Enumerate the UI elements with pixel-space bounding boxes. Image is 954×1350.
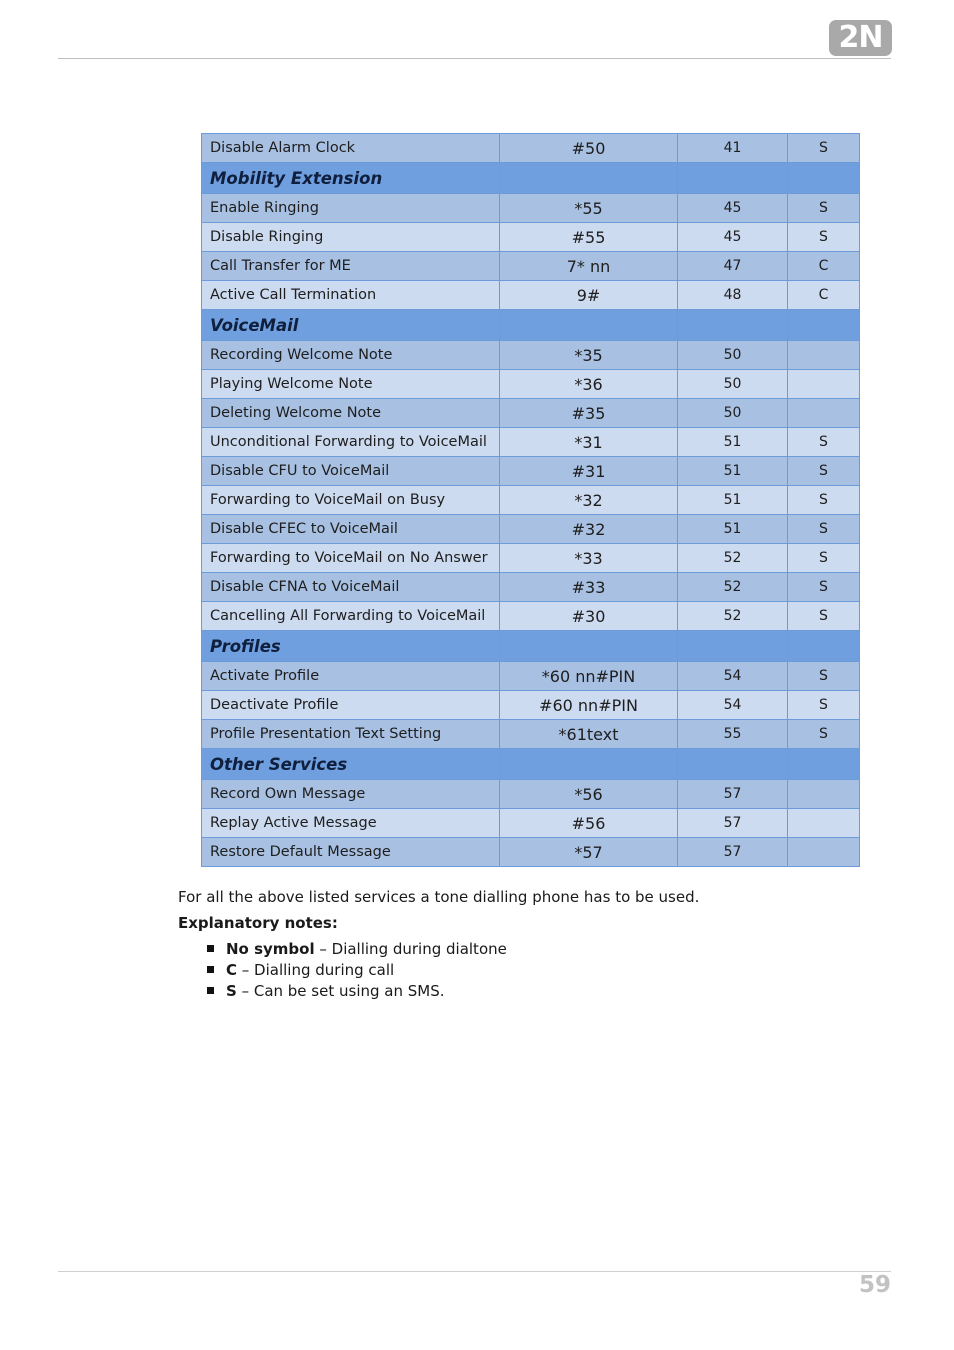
section-header-row <box>202 631 860 662</box>
section-empty-cell <box>500 631 678 662</box>
page-reference-cell: 50 <box>678 341 788 370</box>
page-number: 59 <box>858 1272 891 1298</box>
dial-code-cell: #32 <box>500 515 678 544</box>
page-reference-cell: 50 <box>678 399 788 428</box>
table-row <box>202 544 860 573</box>
page-reference-cell: 45 <box>678 223 788 252</box>
page-reference-cell: 51 <box>678 428 788 457</box>
dial-code-cell: *31 <box>500 428 678 457</box>
notes-list <box>178 939 878 1002</box>
usage-flag-cell <box>788 370 860 399</box>
square-bullet-icon <box>207 945 214 952</box>
service-name-cell: Cancelling All Forwarding to VoiceMail <box>202 602 500 631</box>
table-row <box>202 486 860 515</box>
service-name-cell: Deactivate Profile <box>202 691 500 720</box>
dial-code-cell: *60 nn#PIN <box>500 662 678 691</box>
note-text: – Can be set using an SMS. <box>236 982 445 1000</box>
table-row <box>202 223 860 252</box>
service-name-cell: Disable CFU to VoiceMail <box>202 457 500 486</box>
notes-heading: Explanatory notes: <box>178 914 338 932</box>
logo-text: 2N <box>838 20 883 55</box>
section-title: Profiles <box>202 631 500 662</box>
notes-list-item <box>178 960 878 981</box>
usage-flag-cell: S <box>788 720 860 749</box>
service-name-cell: Active Call Termination <box>202 281 500 310</box>
service-name-cell: Restore Default Message <box>202 838 500 867</box>
notes-list-item <box>178 981 878 1002</box>
service-name-cell: Disable Ringing <box>202 223 500 252</box>
usage-flag-cell: S <box>788 486 860 515</box>
page-reference-cell: 54 <box>678 691 788 720</box>
dial-code-cell: *35 <box>500 341 678 370</box>
service-name-cell: Disable CFNA to VoiceMail <box>202 573 500 602</box>
table-row <box>202 515 860 544</box>
table-row <box>202 573 860 602</box>
square-bullet-icon <box>207 987 214 994</box>
page-reference-cell: 52 <box>678 573 788 602</box>
dial-code-cell: *32 <box>500 486 678 515</box>
note-term: C <box>226 961 238 979</box>
service-name-cell: Activate Profile <box>202 662 500 691</box>
section-empty-cell <box>788 749 860 780</box>
table-row <box>202 252 860 281</box>
page-reference-cell: 54 <box>678 662 788 691</box>
table-row <box>202 428 860 457</box>
section-empty-cell <box>678 310 788 341</box>
service-name-cell: Deleting Welcome Note <box>202 399 500 428</box>
page-reference-cell: 47 <box>678 252 788 281</box>
brand-logo <box>829 20 892 56</box>
page-reference-cell: 52 <box>678 544 788 573</box>
note-text: – Dialling during call <box>237 961 395 979</box>
usage-flag-cell: S <box>788 457 860 486</box>
usage-flag-cell: S <box>788 515 860 544</box>
section-title: Other Services <box>202 749 500 780</box>
usage-flag-cell: C <box>788 281 860 310</box>
note-text: – Dialling during dialtone <box>314 940 507 958</box>
table-row <box>202 281 860 310</box>
section-empty-cell <box>500 310 678 341</box>
section-header-row <box>202 163 860 194</box>
note-term: S <box>226 982 237 1000</box>
service-name-cell: Disable CFEC to VoiceMail <box>202 515 500 544</box>
page-reference-cell: 57 <box>678 838 788 867</box>
table-row <box>202 662 860 691</box>
page-reference-cell: 51 <box>678 486 788 515</box>
usage-flag-cell: S <box>788 134 860 163</box>
usage-flag-cell <box>788 341 860 370</box>
service-codes-table-body <box>202 134 860 867</box>
dial-code-cell: #55 <box>500 223 678 252</box>
table-row <box>202 370 860 399</box>
usage-flag-cell: S <box>788 223 860 252</box>
dial-code-cell: *36 <box>500 370 678 399</box>
table-row <box>202 341 860 370</box>
usage-flag-cell: C <box>788 252 860 281</box>
dial-code-cell: *56 <box>500 780 678 809</box>
usage-flag-cell: S <box>788 544 860 573</box>
section-header-row <box>202 749 860 780</box>
footer-rule <box>58 1271 891 1272</box>
table-row <box>202 602 860 631</box>
usage-flag-cell: S <box>788 602 860 631</box>
dial-code-cell: #30 <box>500 602 678 631</box>
service-name-cell: Replay Active Message <box>202 809 500 838</box>
table-row <box>202 457 860 486</box>
dial-code-cell: #50 <box>500 134 678 163</box>
section-empty-cell <box>788 163 860 194</box>
usage-flag-cell: S <box>788 428 860 457</box>
notes-list-item <box>178 939 878 960</box>
page-reference-cell: 48 <box>678 281 788 310</box>
dial-code-cell: *57 <box>500 838 678 867</box>
dial-code-cell: *33 <box>500 544 678 573</box>
service-name-cell: Forwarding to VoiceMail on No Answer <box>202 544 500 573</box>
page-reference-cell: 57 <box>678 780 788 809</box>
page-reference-cell: 41 <box>678 134 788 163</box>
service-name-cell: Playing Welcome Note <box>202 370 500 399</box>
usage-flag-cell <box>788 809 860 838</box>
tone-dialling-note: For all the above listed services a tone dialling phone has to be used. <box>178 888 700 906</box>
note-term: No symbol <box>226 940 315 958</box>
usage-flag-cell: S <box>788 662 860 691</box>
page-reference-cell: 52 <box>678 602 788 631</box>
section-empty-cell <box>788 631 860 662</box>
page-reference-cell: 50 <box>678 370 788 399</box>
page-reference-cell: 45 <box>678 194 788 223</box>
dial-code-cell: #56 <box>500 809 678 838</box>
page-reference-cell: 51 <box>678 457 788 486</box>
table-row <box>202 720 860 749</box>
dial-code-cell: #33 <box>500 573 678 602</box>
section-title: VoiceMail <box>202 310 500 341</box>
dial-code-cell: *55 <box>500 194 678 223</box>
service-codes-table <box>201 133 860 867</box>
dial-code-cell: #31 <box>500 457 678 486</box>
service-name-cell: Recording Welcome Note <box>202 341 500 370</box>
section-empty-cell <box>678 163 788 194</box>
service-name-cell: Record Own Message <box>202 780 500 809</box>
page-reference-cell: 55 <box>678 720 788 749</box>
usage-flag-cell <box>788 838 860 867</box>
service-name-cell: Unconditional Forwarding to VoiceMail <box>202 428 500 457</box>
usage-flag-cell: S <box>788 194 860 223</box>
service-name-cell: Profile Presentation Text Setting <box>202 720 500 749</box>
service-name-cell: Forwarding to VoiceMail on Busy <box>202 486 500 515</box>
usage-flag-cell <box>788 399 860 428</box>
table-row <box>202 691 860 720</box>
section-header-row <box>202 310 860 341</box>
page-reference-cell: 51 <box>678 515 788 544</box>
usage-flag-cell: S <box>788 573 860 602</box>
dial-code-cell: 9# <box>500 281 678 310</box>
table-row <box>202 134 860 163</box>
service-name-cell: Disable Alarm Clock <box>202 134 500 163</box>
header-rule <box>58 58 891 59</box>
section-empty-cell <box>788 310 860 341</box>
explanatory-notes <box>178 886 878 1002</box>
table-row <box>202 838 860 867</box>
usage-flag-cell <box>788 780 860 809</box>
table-row <box>202 194 860 223</box>
dial-code-cell: 7* nn <box>500 252 678 281</box>
section-empty-cell <box>500 163 678 194</box>
service-name-cell: Call Transfer for ME <box>202 252 500 281</box>
square-bullet-icon <box>207 966 214 973</box>
section-title: Mobility Extension <box>202 163 500 194</box>
section-empty-cell <box>500 749 678 780</box>
dial-code-cell: #60 nn#PIN <box>500 691 678 720</box>
page-reference-cell: 57 <box>678 809 788 838</box>
table-row <box>202 399 860 428</box>
usage-flag-cell: S <box>788 691 860 720</box>
section-empty-cell <box>678 631 788 662</box>
table-row <box>202 780 860 809</box>
table-row <box>202 809 860 838</box>
dial-code-cell: *61text <box>500 720 678 749</box>
service-name-cell: Enable Ringing <box>202 194 500 223</box>
dial-code-cell: #35 <box>500 399 678 428</box>
section-empty-cell <box>678 749 788 780</box>
